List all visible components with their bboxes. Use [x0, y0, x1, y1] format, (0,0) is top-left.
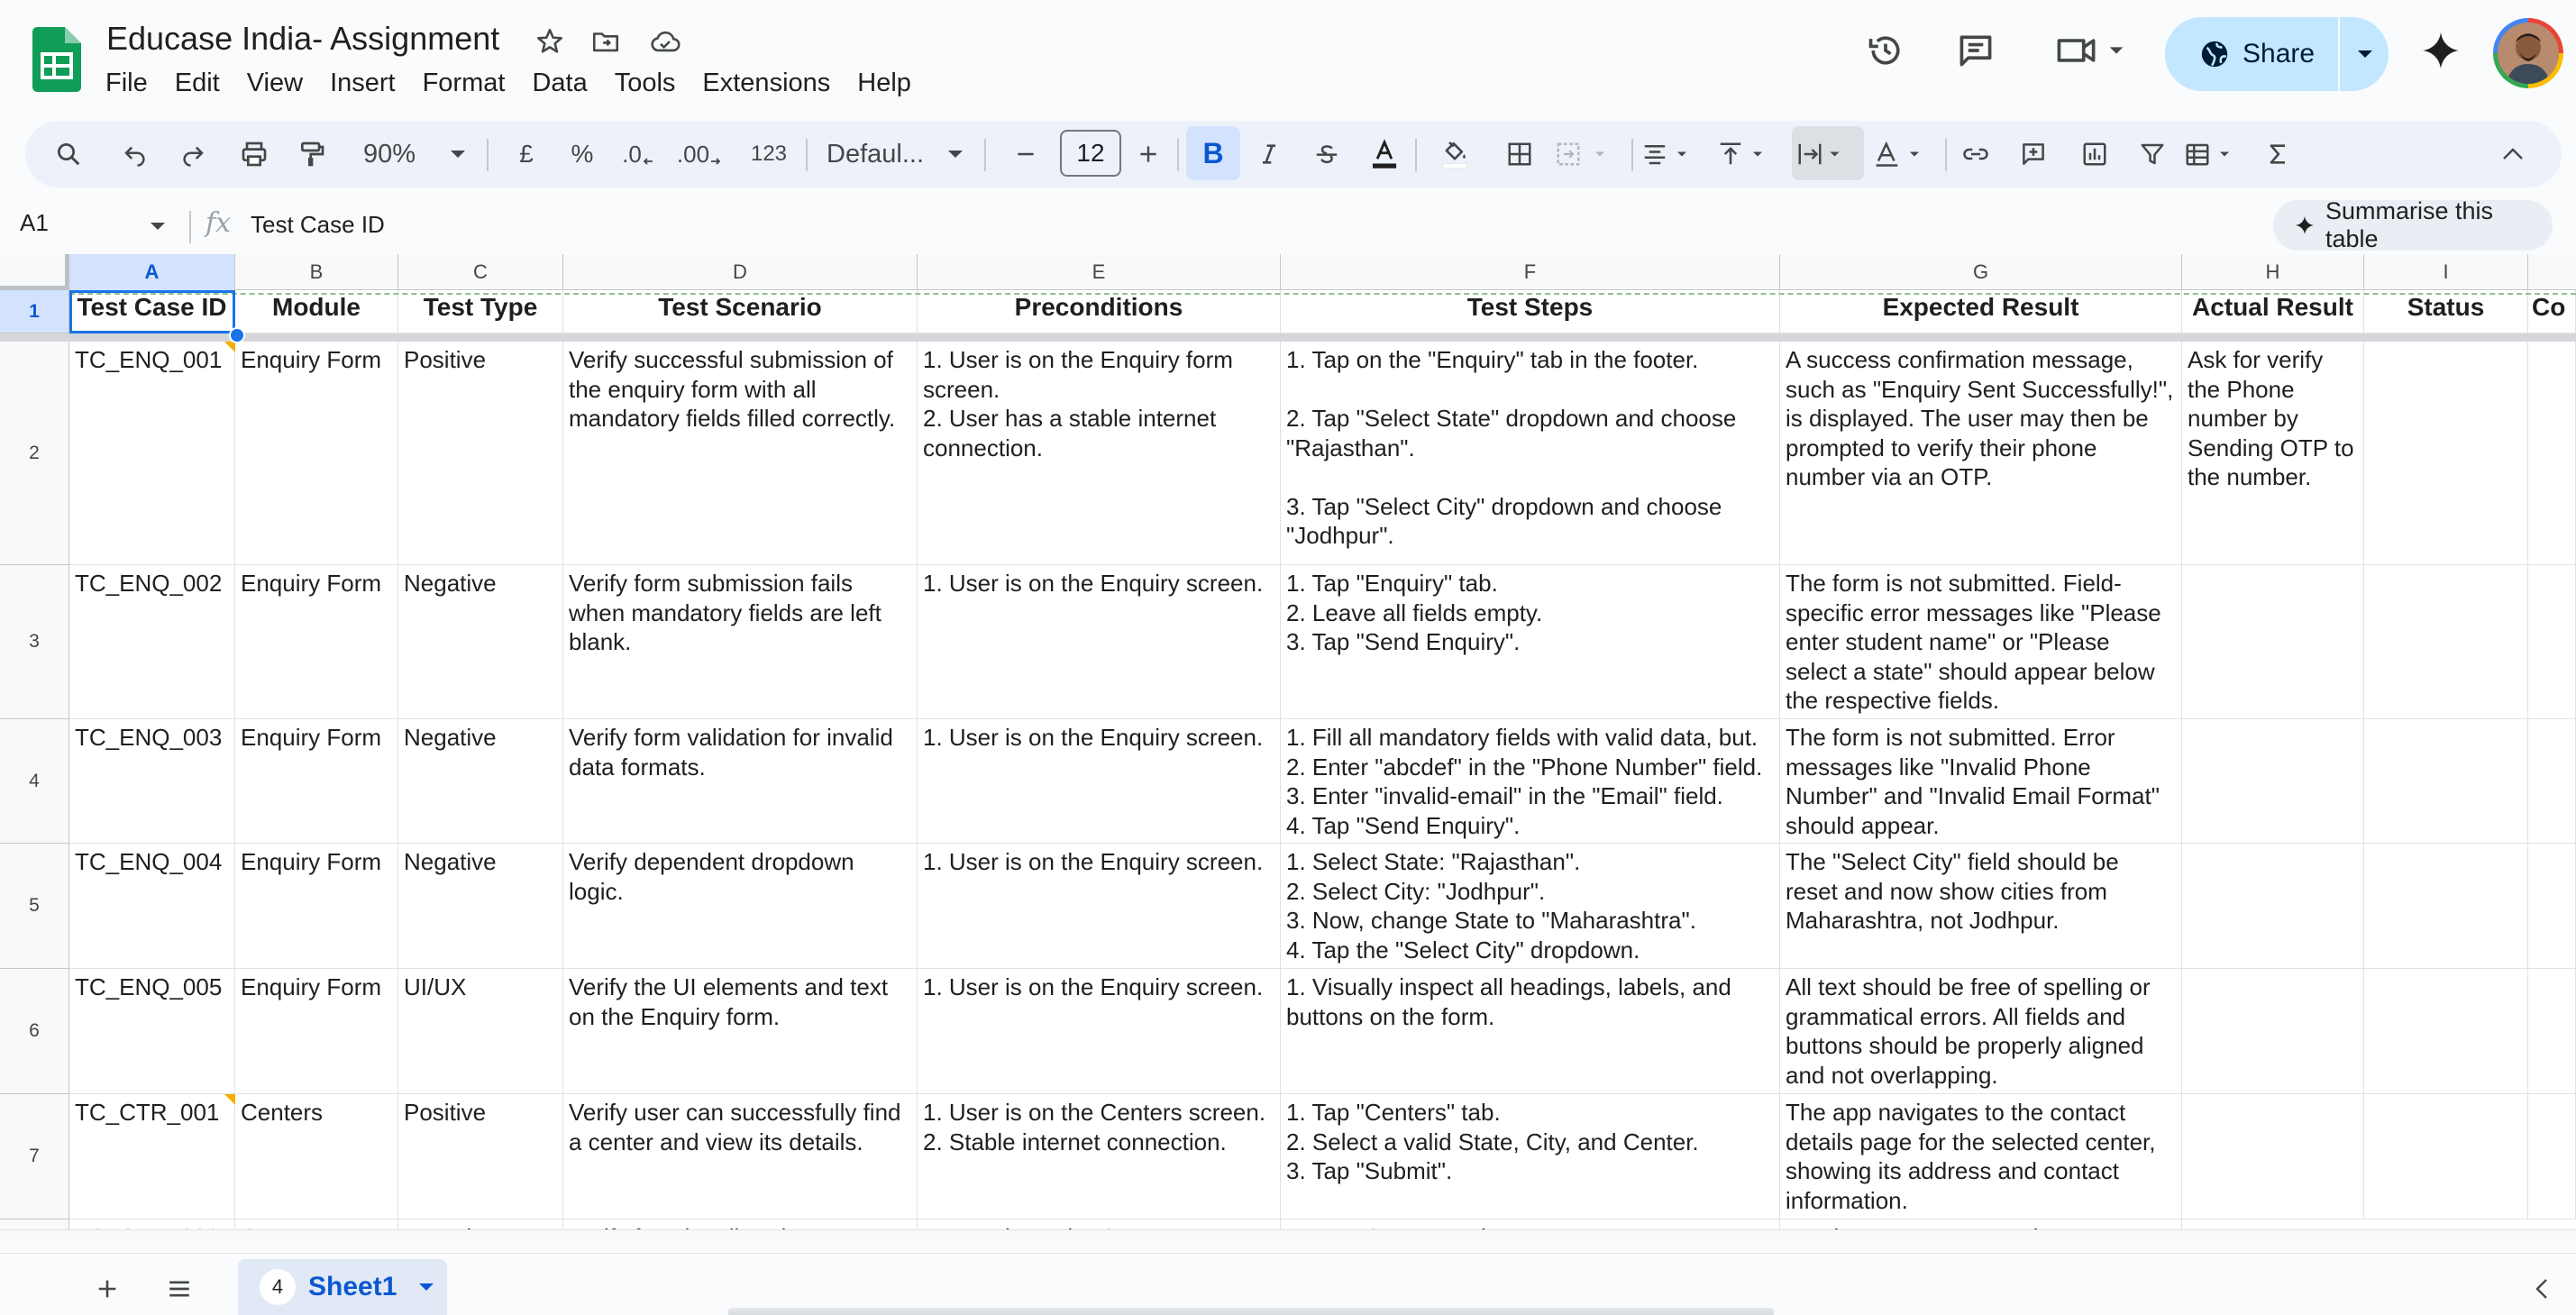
cell-preconditions[interactable]: 1. User is on the Centers screen. 2. Stable internet connection.	[918, 1094, 1281, 1219]
summarise-label: Summarise this table	[2325, 197, 2494, 252]
header-cell-expected-result[interactable]: Expected Result	[1780, 290, 2182, 333]
header-cell-test-scenario[interactable]: Test Scenario	[563, 290, 918, 333]
bold-button[interactable]: B	[1186, 126, 1240, 180]
cell-scenario[interactable]: Verify form submission fails when mandatory fields are left blank.	[563, 565, 918, 719]
row-header-3[interactable]: 3	[0, 565, 69, 719]
decrease-font-size-icon[interactable]	[1002, 121, 1049, 187]
column-header-b[interactable]: B	[235, 254, 398, 290]
arrow-right-icon	[709, 155, 722, 168]
cell-comments[interactable]	[2528, 969, 2576, 1094]
cell-id[interactable]: TC_ENQ_004	[69, 844, 235, 969]
cell-expected[interactable]: The form is not submitted. Error messages like "Invalid Phone Number" and "Invalid Email Format" should appear.	[1780, 719, 2182, 844]
font-select[interactable]	[811, 121, 979, 187]
comment-indicator[interactable]	[224, 342, 235, 352]
borders-icon[interactable]	[1496, 121, 1543, 187]
copy-marquee	[69, 293, 2576, 295]
fx-icon: fx	[206, 207, 232, 239]
column-header-j[interactable]	[2528, 254, 2576, 290]
row-header-4[interactable]: 4	[0, 719, 69, 844]
column-header-i[interactable]: I	[2364, 254, 2528, 290]
menu-format[interactable]: Format	[422, 68, 506, 97]
cell-id[interactable]: TC_ENQ_002	[69, 565, 235, 719]
print-icon[interactable]	[231, 121, 278, 187]
header-cell-test-case-id[interactable]: Test Case ID	[69, 290, 235, 333]
cell-type[interactable]: Positive	[398, 342, 563, 565]
share-label: Share	[2243, 39, 2316, 68]
cell-status[interactable]	[2364, 844, 2528, 969]
row-header-7[interactable]: 7	[0, 1094, 69, 1219]
menu-bar	[92, 65, 925, 101]
cell-preconditions[interactable]: 1. User is on the Enquiry screen.	[918, 719, 1281, 844]
globe-icon	[2199, 39, 2230, 69]
font-chevron-icon	[947, 150, 964, 159]
title-bar	[0, 0, 2576, 115]
cell-comments[interactable]	[2528, 719, 2576, 844]
toolbar-divider	[1631, 139, 1633, 171]
toolbar-divider	[984, 139, 986, 171]
paint-format-icon[interactable]	[288, 121, 335, 187]
cell-actual[interactable]: Ask for verify the Phone number by Sending OTP to the number.	[2182, 342, 2364, 565]
cell-scenario[interactable]: Verify the UI elements and text on the Enquiry form.	[563, 969, 918, 1094]
share-button[interactable]	[2165, 17, 2389, 91]
header-cell-actual-result[interactable]: Actual Result	[2182, 290, 2364, 333]
menu-extensions[interactable]: Extensions	[702, 68, 831, 97]
cloud-saved-icon[interactable]	[647, 23, 683, 59]
header-cell-status[interactable]: Status	[2364, 290, 2528, 333]
sheet-tabs-bar	[0, 1253, 2576, 1315]
frozen-row-divider[interactable]	[0, 333, 2576, 342]
cell-steps[interactable]: 1. Tap "Enquiry" tab. 2. Leave all fields empty. 3. Tap "Send Enquiry".	[1281, 565, 1780, 719]
cell-scenario[interactable]: Verify successful submission of the enquiry form with all mandatory fields filled correctly.	[563, 342, 918, 565]
cell-actual[interactable]	[2182, 1094, 2364, 1219]
sparkle-icon	[2295, 215, 2315, 235]
spreadsheet-grid[interactable]	[0, 254, 2576, 1238]
cell-scenario[interactable]: Verify user can successfully find a center and view its details.	[563, 1094, 918, 1219]
row-header-6[interactable]: 6	[0, 969, 69, 1094]
text-color-icon[interactable]	[1361, 121, 1408, 187]
cell-preconditions[interactable]: 1. User is on the Enquiry screen.	[918, 844, 1281, 969]
share-divider	[2338, 17, 2340, 91]
increase-font-size-icon[interactable]	[1125, 121, 1172, 187]
cell-scenario[interactable]: Verify dependent dropdown logic.	[563, 844, 918, 969]
column-header-f[interactable]: F	[1281, 254, 1780, 290]
share-main-button[interactable]	[2165, 17, 2336, 91]
cell-comments[interactable]	[2528, 844, 2576, 969]
cell-status[interactable]	[2364, 342, 2528, 565]
insert-link-icon[interactable]	[1952, 121, 1999, 187]
undo-icon[interactable]	[112, 121, 159, 187]
menu-data[interactable]: Data	[532, 68, 588, 97]
font-value: Defaul...	[827, 139, 924, 169]
header-cell-test-steps[interactable]: Test Steps	[1281, 290, 1780, 333]
side-panel-chevron-left-icon[interactable]	[2524, 1268, 2560, 1310]
cell-actual[interactable]	[2182, 565, 2364, 719]
cell-comments[interactable]	[2528, 565, 2576, 719]
cell-module[interactable]: Enquiry Form	[235, 719, 398, 844]
cell-actual[interactable]	[2182, 844, 2364, 969]
cell-scenario[interactable]: Verify form validation for invalid data formats.	[563, 719, 918, 844]
cell-steps[interactable]: 1. Tap "Centers" tab. 2. Select a valid State, City, and Center. 3. Tap "Submit".	[1281, 1094, 1780, 1219]
comments-icon[interactable]	[1952, 27, 1999, 74]
horizontal-align-icon[interactable]	[1637, 121, 1709, 187]
more-formats-button[interactable]: 123	[750, 142, 788, 166]
document-title[interactable]: Educase India- Assignment	[106, 20, 500, 57]
fill-color-icon[interactable]	[1431, 121, 1478, 187]
menu-edit[interactable]: Edit	[174, 68, 220, 97]
meet-icon[interactable]	[2050, 27, 2131, 74]
cell-preconditions[interactable]: 1. User is on the Enquiry screen.	[918, 565, 1281, 719]
row-header-5[interactable]: 5	[0, 844, 69, 969]
toolbar-divider	[806, 139, 808, 171]
avatar-photo	[2498, 23, 2559, 84]
cell-module[interactable]: Enquiry Form	[235, 844, 398, 969]
share-dropdown-chevron-icon[interactable]	[2342, 17, 2389, 91]
strikethrough-icon[interactable]	[1303, 121, 1350, 187]
column-header-e[interactable]: E	[918, 254, 1281, 290]
all-sheets-menu-icon[interactable]	[159, 1268, 200, 1310]
horizontal-scrollbar[interactable]	[0, 1229, 2576, 1238]
row-header-1[interactable]: 1	[0, 290, 69, 333]
formula-divider	[189, 211, 191, 243]
menu-tools[interactable]: Tools	[614, 68, 676, 97]
cell-type[interactable]: Negative	[398, 844, 563, 969]
add-sheet-icon[interactable]	[87, 1268, 128, 1310]
cell-module[interactable]: Enquiry Form	[235, 969, 398, 1094]
zoom-value: 90%	[362, 139, 416, 169]
star-icon[interactable]	[532, 23, 568, 59]
toolbar-divider	[487, 139, 489, 171]
vertical-align-icon[interactable]	[1713, 121, 1785, 187]
menu-file[interactable]: File	[105, 68, 148, 97]
formula-bar	[0, 198, 2576, 254]
cell-expected[interactable]: A success confirmation message, such as "Enquiry Sent Successfully!", is displayed. The user may then be prompted to verify their phone number via an OTP.	[1780, 342, 2182, 565]
version-history-icon[interactable]	[1862, 27, 1909, 74]
search-menus-icon[interactable]	[45, 121, 92, 187]
header-cell-comments[interactable]: Co	[2528, 290, 2576, 333]
scroll-right-icon[interactable]	[2547, 1237, 2560, 1238]
cell-status[interactable]	[2364, 565, 2528, 719]
header-cell-test-type[interactable]: Test Type	[398, 290, 563, 333]
sheet-tab-sheet1[interactable]	[238, 1259, 447, 1315]
toolbar-divider	[1177, 139, 1179, 171]
toolbar-divider	[1415, 139, 1417, 171]
cell-expected[interactable]: The app navigates to the contact details page for the selected center, showing its address and contact information.	[1780, 1094, 2182, 1219]
cell-expected[interactable]: The "Select City" field should be reset and now show cities from Maharashtra, not Jodhpur.	[1780, 844, 2182, 969]
increase-decimal-button[interactable]	[667, 121, 732, 187]
increase-decimal-label: .00	[676, 140, 710, 168]
cell-id[interactable]: TC_CTR_001	[69, 1094, 235, 1219]
zoom-select[interactable]	[348, 121, 481, 187]
column-header-a[interactable]: A	[69, 254, 235, 290]
cell-id[interactable]: TC_ENQ_003	[69, 719, 235, 844]
fill-handle[interactable]	[229, 327, 245, 343]
cell-module[interactable]: Enquiry Form	[235, 342, 398, 565]
text-rotation-icon[interactable]	[1869, 121, 1941, 187]
cell-actual[interactable]	[2182, 969, 2364, 1094]
cell-preconditions[interactable]: 1. User is on the Enquiry screen.	[918, 969, 1281, 1094]
name-box-chevron-icon[interactable]	[150, 222, 166, 231]
cell-expected[interactable]: The form is not submitted. Field-specific error messages like "Please enter student name" or "Please select a state" should appear below the respective fields.	[1780, 565, 2182, 719]
cell-status[interactable]	[2364, 969, 2528, 1094]
format-percent-button[interactable]: %	[571, 140, 594, 168]
gemini-sparkle-icon[interactable]	[2417, 27, 2464, 74]
cell-status[interactable]	[2364, 719, 2528, 844]
name-box[interactable]: A1	[20, 209, 49, 236]
menu-view[interactable]: View	[246, 68, 304, 97]
collapse-toolbar-chevron-icon[interactable]	[2489, 121, 2536, 187]
filter-icon[interactable]	[2129, 121, 2176, 187]
sheets-logo-icon[interactable]	[32, 27, 81, 92]
menu-insert[interactable]: Insert	[330, 68, 396, 97]
toolbar	[25, 121, 2562, 187]
decrease-decimal-button[interactable]	[611, 121, 665, 187]
summarise-table-button[interactable]	[2273, 197, 2553, 252]
column-header-g[interactable]: G	[1780, 254, 2182, 290]
cell-type[interactable]: Negative	[398, 719, 563, 844]
cell-expected[interactable]: All text should be free of spelling or grammatical errors. All fields and buttons should be properly aligned and not overlapping.	[1780, 969, 2182, 1094]
column-header-c[interactable]: C	[398, 254, 563, 290]
cell-steps[interactable]: 1. Tap on the "Enquiry" tab in the footer. 2. Tap "Select State" dropdown and choose "Rajasthan". 3. Tap "Select City" dropdown and choose "Jodhpur".	[1281, 342, 1780, 565]
insert-comment-icon[interactable]	[2010, 121, 2057, 187]
decrease-decimal-label: .0	[622, 140, 642, 168]
cell-comments[interactable]	[2528, 342, 2576, 565]
cell-steps[interactable]: 1. Select State: "Rajasthan". 2. Select City: "Jodhpur". 3. Now, change State to "Maharashtra". 4. Tap the "Select City" dropdown.	[1281, 844, 1780, 969]
zoom-chevron-icon	[450, 150, 466, 159]
filter-views-icon[interactable]	[2179, 121, 2252, 187]
cell-module[interactable]: Enquiry Form	[235, 565, 398, 719]
row-header-2[interactable]: 2	[0, 342, 69, 565]
cell-steps[interactable]: 1. Visually inspect all headings, labels, and buttons on the form.	[1281, 969, 1780, 1094]
cell-comments[interactable]	[2528, 1094, 2576, 1219]
cell-status[interactable]	[2364, 1094, 2528, 1219]
insert-chart-icon[interactable]	[2071, 121, 2118, 187]
move-folder-icon[interactable]	[588, 23, 624, 59]
sheet-badge: 4	[260, 1269, 296, 1305]
cell-module[interactable]: Centers	[235, 1094, 398, 1219]
cell-id[interactable]: TC_ENQ_001	[69, 342, 235, 565]
cell-type[interactable]: Positive	[398, 1094, 563, 1219]
merge-cells-icon[interactable]	[1548, 121, 1624, 187]
redo-icon[interactable]	[169, 121, 216, 187]
cell-actual[interactable]	[2182, 719, 2364, 844]
cell-preconditions[interactable]: 1. User is on the Enquiry form screen. 2. User has a stable internet connection.	[918, 342, 1281, 565]
cell-type[interactable]: UI/UX	[398, 969, 563, 1094]
account-avatar[interactable]	[2493, 18, 2563, 88]
sheet-tab-label: Sheet1	[308, 1272, 397, 1301]
active-cell-selection	[69, 290, 235, 333]
scroll-left-icon[interactable]	[2520, 1237, 2533, 1238]
header-cell-preconditions[interactable]: Preconditions	[918, 290, 1281, 333]
comment-indicator[interactable]	[224, 1094, 235, 1105]
format-currency-button[interactable]: £	[519, 140, 534, 168]
sheet-tab-chevron-icon[interactable]	[418, 1283, 434, 1292]
header-cell-module[interactable]: Module	[235, 290, 398, 333]
italic-icon[interactable]	[1246, 121, 1293, 187]
column-header-d[interactable]: D	[563, 254, 918, 290]
formula-input[interactable]: Test Case ID	[251, 211, 385, 238]
menu-help[interactable]: Help	[857, 68, 911, 97]
arrow-left-icon	[642, 155, 654, 168]
font-size-input[interactable]: 12	[1060, 130, 1121, 177]
cell-id[interactable]: TC_ENQ_005	[69, 969, 235, 1094]
text-wrapping-icon[interactable]	[1792, 121, 1864, 187]
select-all-corner[interactable]	[0, 254, 69, 290]
column-header-h[interactable]: H	[2182, 254, 2364, 290]
cell-steps[interactable]: 1. Fill all mandatory fields with valid data, but. 2. Enter "abcdef" in the "Phone Number" field. 3. Enter "invalid-email" in the "Email" field. 4. Tap "Send Enquiry".	[1281, 719, 1780, 844]
cell-type[interactable]: Negative	[398, 565, 563, 719]
toolbar-divider	[1945, 139, 1947, 171]
functions-sigma-icon[interactable]	[2255, 121, 2302, 187]
